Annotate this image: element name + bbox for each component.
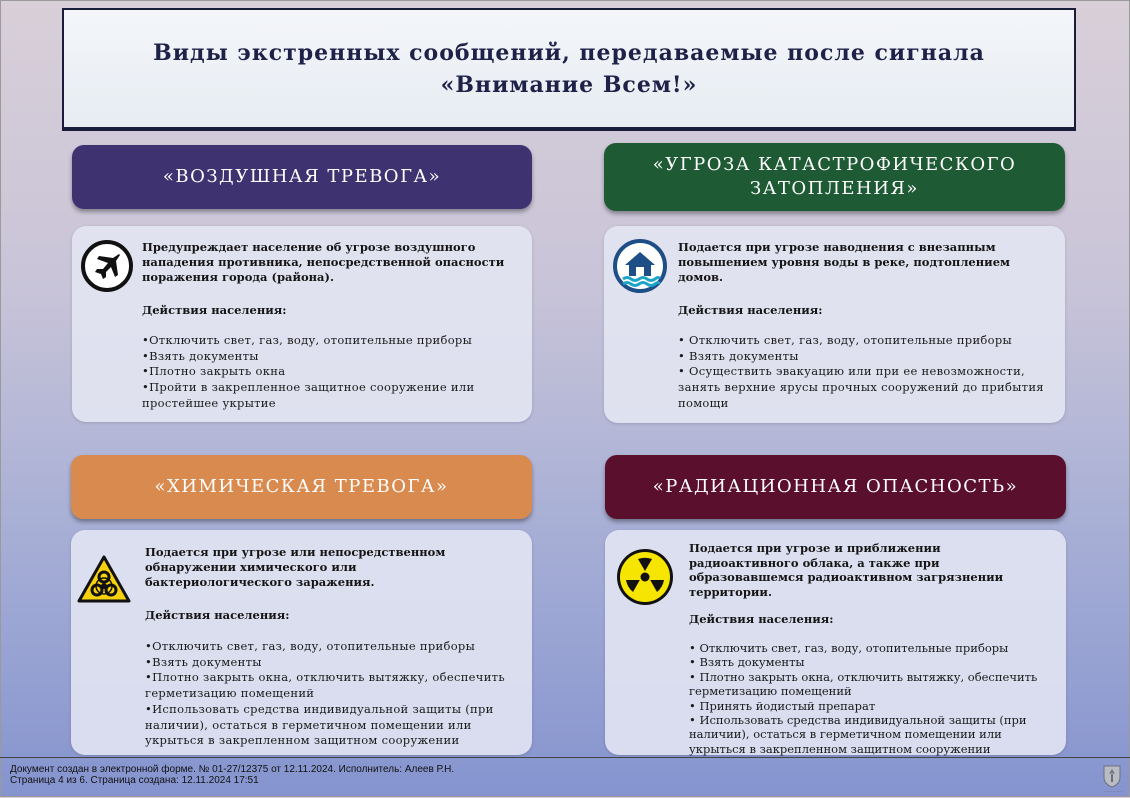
flood-description: Подается при угрозе наводнения с внезапным повышением уровня воды в реке, подтоплением домов. (678, 240, 1011, 284)
title-box (62, 8, 1076, 129)
list-item: •Использовать средства индивидуальной защиты (при наличии), остаться в герметичном помещении или укрыться в закрепленном защитном сооружении (145, 701, 494, 748)
signature-mark: ············ (1104, 789, 1124, 795)
air-raid-actions-title: Действия населения: (142, 303, 287, 317)
list-item: • Плотно закрыть окна, отключить вытяжку, обеспечить герметизацию помещений (689, 669, 1038, 699)
list-item: • Отключить свет, газ, воду, отопительные приборы (678, 333, 1012, 347)
chemical-description: Подается при угрозе или непосредственном обнаружении химического или бактериологического заражения. (145, 545, 446, 589)
radiation-description: Подается при угрозе и приближении радиоактивного облака, а также при образовавшемся радиоактивном загрязнении территории. (689, 541, 1004, 599)
list-item: • Использовать средства индивидуальной защиты (при наличии), остаться в герметичном помещении или укрыться в закрепленном защитном сооружении (689, 713, 1027, 756)
list-item: •Плотно закрыть окна (142, 364, 286, 379)
list-item: • Осуществить эвакуацию или при ее невозможности, занять верхние ярусы прочных сооружений до прибытия помощи (678, 364, 1044, 410)
list-item: • Взять документы (689, 655, 805, 670)
flooded-house-icon (612, 238, 668, 294)
list-item: •Отключить свет, газ, воду, отопительные приборы (145, 639, 476, 653)
air-raid-card (72, 226, 532, 422)
radiation-header-text: «РАДИАЦИОННАЯ ОПАСНОСТЬ» (652, 476, 1019, 497)
chemical-actions-title: Действия населения: (145, 608, 290, 622)
footer-text (10, 764, 454, 786)
flood-header-text: «УГРОЗА КАТАСТРОФИЧЕСКОГО ЗАТОПЛЕНИЯ» (652, 154, 1017, 199)
biohazard-icon (76, 552, 132, 608)
list-item: • Взять документы (678, 348, 799, 363)
list-item: • Принять йодистый препарат (689, 698, 876, 713)
list-item: •Отключить свет, газ, воду, отопительные приборы (142, 333, 473, 347)
flood-header (604, 143, 1065, 211)
radiation-card (605, 530, 1066, 755)
air-raid-actions-list (142, 333, 524, 412)
fighter-jet-icon (79, 238, 135, 294)
radiation-actions-list (689, 641, 1056, 756)
flood-card (604, 226, 1065, 423)
footer-line-1: Документ создан в электронной форме. № 01-27/12375 от 12.11.2024. Исполнитель: Алеев Р.Н. (10, 764, 455, 775)
coat-of-arms-icon (1102, 764, 1122, 788)
air-raid-header (72, 145, 532, 209)
radiation-actions-title: Действия населения: (689, 612, 834, 626)
chemical-card (71, 530, 532, 755)
document-footer (0, 757, 1130, 798)
chemical-actions-list (145, 639, 529, 749)
radiation-header (605, 455, 1066, 519)
air-raid-description: Предупреждает население об угрозе воздушного нападения противника, непосредственной опасности поражения города (района). (142, 240, 505, 284)
list-item: •Плотно закрыть окна, отключить вытяжку, обеспечить герметизацию помещений (145, 670, 505, 701)
chemical-header-text: «ХИМИЧЕСКАЯ ТРЕВОГА» (154, 476, 449, 497)
flood-actions-list (678, 333, 1056, 412)
flood-actions-title: Действия населения: (678, 303, 823, 317)
list-item: •Взять документы (145, 654, 262, 669)
chemical-header (71, 455, 532, 519)
list-item: • Отключить свет, газ, воду, отопительные приборы (689, 641, 1009, 655)
list-item: •Взять документы (142, 348, 259, 363)
footer-line-2: Страница 4 из 6. Страница создана: 12.11.2024 17:51 (10, 775, 259, 786)
page-title: Виды экстренных сообщений, передаваемые после сигнала «Внимание Всем!» (153, 39, 985, 98)
radiation-icon (615, 547, 675, 607)
list-item: •Пройти в закрепленное защитное сооружение или простейшее укрытие (142, 380, 475, 410)
air-raid-header-text: «ВОЗДУШНАЯ ТРЕВОГА» (162, 166, 442, 187)
